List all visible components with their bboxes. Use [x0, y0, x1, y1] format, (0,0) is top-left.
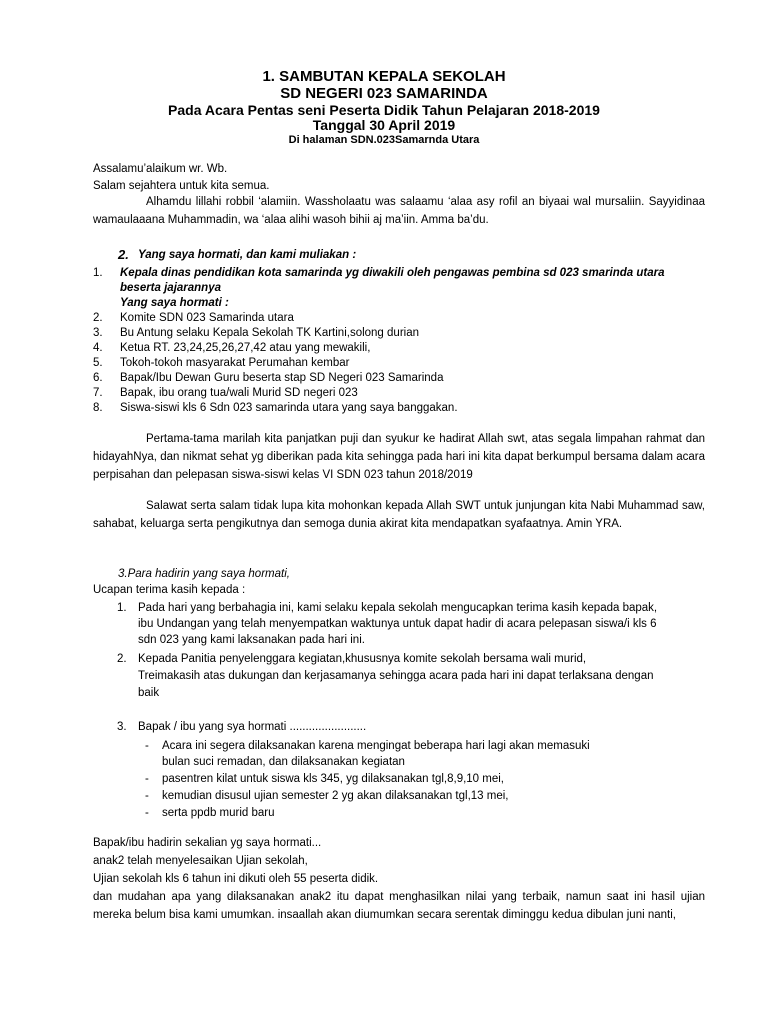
bullet-line: bulan suci remadan, dan dilaksanakan kegiatan — [162, 756, 405, 768]
section3-heading: 3.Para hadirin yang saya hormati, — [118, 568, 290, 580]
section2-item1-line2: beserta jajarannya — [120, 282, 222, 294]
list-item: Tokoh-tokoh masyarakat Perumahan kembar — [120, 357, 350, 369]
section3-item1-line: sdn 023 yang kami laksanakan pada hari ini. — [138, 634, 365, 646]
list-item: Siswa-siswi kls 6 Sdn 023 samarinda utara yang saya banggakan. — [120, 402, 458, 414]
section3-item2-num: 2. — [117, 653, 127, 665]
section2-item1-line1: Kepala dinas pendidikan kota samarinda yg diwakili oleh pengawas pembina sd 023 smarinda utara — [120, 267, 665, 279]
title-line-3: Pada Acara Pentas seni Peserta Didik Tahun Pelajaran 2018-2019 — [168, 102, 600, 118]
section3-item3-num: 3. — [117, 721, 127, 733]
salawat-paragraph: Salawat serta salam tidak lupa kita mohonkan kepada Allah SWT untuk junjungan kita Nabi Muhammad saw, sahabat, keluarga serta pengikutnya dan semoga dunia akirat kita mendapatkan syafaatnya. Amin YRA. — [93, 500, 705, 530]
closing-paragraph: dan mudahan apa yang dilaksanakan anak2 itu dapat menghasilkan nilai yang terbaik, namun saat ini hasil ujian mereka belum bisa kami umumkan. insaallah akan diumumkan secara serentak diminggu kedua dibulan juni nanti, — [93, 891, 705, 921]
bullet-line: Acara ini segera dilaksanakan karena mengingat beberapa hari lagi akan memasuki — [162, 740, 590, 752]
doa-paragraph: Alhamdu lillahi robbil ‘alamiin. Wassholaatu was salaamu ‘alaa asy rofil an biyaai wal mursaliin. Sayyidinaa wamaulaaana Muhammadin, wa ‘alaa alihi wasoh bihii aj ma’iin. Amma ba’du. — [93, 196, 705, 226]
title-line-2: SD NEGERI 023 SAMARINDA — [280, 85, 488, 102]
section3-item2-line: Treimakasih atas dukungan dan kerjasamanya sehingga acara pada hari ini dapat terlaksana dengan — [138, 670, 654, 682]
bullet-dash: - — [145, 790, 149, 802]
bullet-dash: - — [145, 773, 149, 785]
salam: Salam sejahtera untuk kita semua. — [93, 180, 270, 192]
pertama-paragraph: Pertama-tama marilah kita panjatkan puji dan syukur ke hadirat Allah swt, atas segala limpahan rahmat dan hidayahNya, dan nikmat sehat yg diberikan pada kita sehingga pada hari ini kita dapat berkumpul bersama dalam acara perpisahan dan pelepasan siswa-siswi kelas VI SDN 023 tahun 2018/2019 — [93, 433, 705, 481]
section3-item1-line: Pada hari yang berbahagia ini, kami selaku kepala sekolah mengucapkan terima kasih kepada bapak, — [138, 602, 658, 614]
section2-heading: Yang saya hormati, dan kami muliakan : — [138, 249, 357, 261]
section3-item1-line: ibu Undangan yang telah menyempatkan waktunya untuk dapat hadir di acara pelepasan siswa/i kls 6 — [138, 618, 657, 630]
section3-item2-line: baik — [138, 687, 160, 699]
section2-subheading: Yang saya hormati : — [120, 297, 229, 309]
greeting: Assalamu’alaikum wr. Wb. — [93, 163, 228, 175]
list-item-num: 7. — [93, 387, 103, 399]
list-item: Ketua RT. 23,24,25,26,27,42 atau yang mewakili, — [120, 342, 371, 354]
closing-line-1: Bapak/ibu hadirin sekalian yg saya hormati... — [93, 837, 322, 849]
list-item-num: 4. — [93, 342, 103, 354]
title-line-5: Di halaman SDN.023Samarnda Utara — [288, 134, 480, 146]
section3-intro: Ucapan terima kasih kepada : — [93, 584, 246, 596]
section3-item1-num: 1. — [117, 602, 127, 614]
title-line-4: Tanggal 30 April 2019 — [312, 117, 456, 133]
section2-number: 2. — [118, 247, 129, 262]
title-line-1: 1. SAMBUTAN KEPALA SEKOLAH — [262, 68, 506, 85]
bullet-dash: - — [145, 807, 149, 819]
list-item: Komite SDN 023 Samarinda utara — [120, 312, 294, 324]
bullet-line: serta ppdb murid baru — [162, 807, 275, 819]
section2-item1-num: 1. — [93, 267, 103, 279]
list-item-num: 8. — [93, 402, 103, 414]
list-item-num: 5. — [93, 357, 103, 369]
section3-item2-line: Kepada Panitia penyelenggara kegiatan,khususnya komite sekolah bersama wali murid, — [138, 653, 587, 665]
list-item-num: 6. — [93, 372, 103, 384]
list-item: Bapak, ibu orang tua/wali Murid SD negeri 023 — [120, 387, 358, 399]
list-item: Bu Antung selaku Kepala Sekolah TK Kartini,solong durian — [120, 327, 419, 339]
bullet-dash: - — [145, 740, 149, 752]
section3-item3-text: Bapak / ibu yang sya hormati ........................ — [138, 721, 367, 733]
bullet-line: kemudian disusul ujian semester 2 yg akan dilaksanakan tgl,13 mei, — [162, 790, 509, 802]
list-item: Bapak/Ibu Dewan Guru beserta stap SD Negeri 023 Samarinda — [120, 372, 444, 384]
list-item-num: 2. — [93, 312, 103, 324]
bullet-line: pasentren kilat untuk siswa kls 345, yg dilaksanakan tgl,8,9,10 mei, — [162, 773, 504, 785]
list-item-num: 3. — [93, 327, 103, 339]
closing-line-2: anak2 telah menyelesaikan Ujian sekolah, — [93, 855, 308, 867]
closing-line-3: Ujian sekolah kls 6 tahun ini dikuti oleh 55 peserta didik. — [93, 873, 379, 885]
